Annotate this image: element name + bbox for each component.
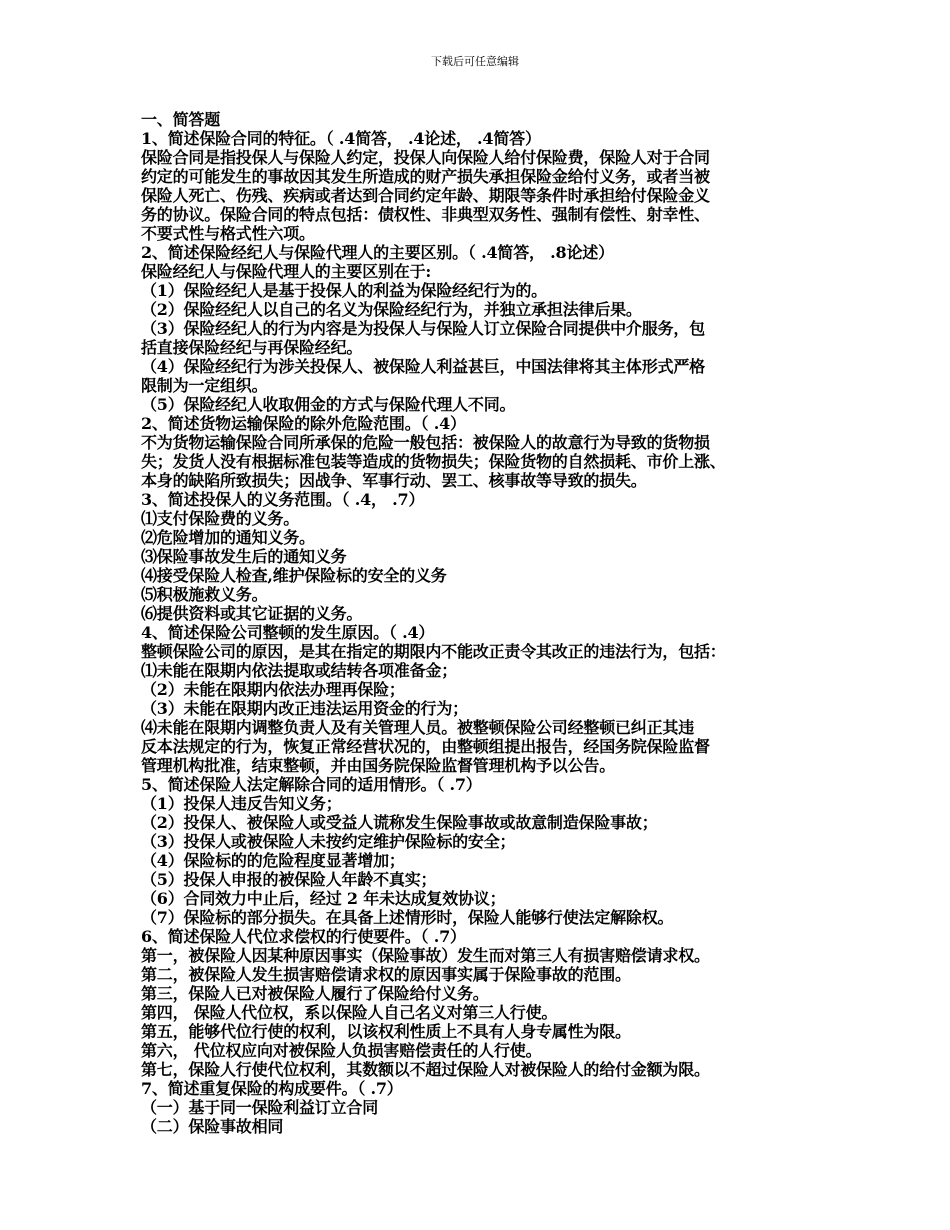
- answer-line: 限制为一定组织。: [141, 376, 268, 395]
- answer-line: 第三，保险人已对被保险人履行了保险给付义务。: [141, 984, 489, 1003]
- question-3: 3、简述投保人的义务范围。（ .4， .7）: [141, 490, 425, 509]
- answer-line: ⑶保险事故发生后的通知义务: [141, 547, 347, 566]
- answer-line: （5）保险经纪人收取佣金的方式与保险代理人不同。: [141, 395, 516, 414]
- answer-line: 不为货物运输保险合同所承保的危险一般包括：被保险人的故意行为导致的货物损: [141, 433, 710, 452]
- answer-line: （1）投保人违反告知义务；: [141, 794, 342, 813]
- answer-line: 管理机构批准，结束整顿，并由国务院保险监督管理机构予以公告。: [141, 756, 616, 775]
- answer-line: （二）保险事故相同: [141, 1117, 284, 1136]
- answer-line: 第七，保险人行使代位权利，其数额以不超过保险人对被保险人的给付金额为限。: [141, 1060, 710, 1079]
- answer-line: ⑷未能在限期内调整负责人及有关管理人员。被整顿保险公司经整顿已纠正其违: [141, 718, 695, 737]
- answer-line: （2）投保人、被保险人或受益人谎称发生保险事故或故意制造保险事故；: [141, 813, 658, 832]
- answer-line: 括直接保险经纪与再保险经纪。: [141, 338, 363, 357]
- answer-line: 务的协议。保险合同的特点包括：债权性、非典型双务性、强制有偿性、射幸性、: [141, 205, 710, 224]
- answer-line: 保险人死亡、伤残、疾病或者达到合同约定年龄、期限等条件时承担给付保险金义: [141, 186, 710, 205]
- question-1: 1、简述保险合同的特征。（ .4简答， .4论述， .4简答）: [141, 129, 541, 148]
- answer-line: （一）基于同一保险利益订立合同: [141, 1098, 379, 1117]
- answer-line: 第一，被保险人因某种原因事实（保险事故）发生而对第三人有损害赔偿请求权。: [141, 946, 710, 965]
- answer-line: （3）投保人或被保险人未按约定维护保险标的安全；: [141, 832, 516, 851]
- answer-line: 整顿保险公司的原因，是其在指定的期限内不能改正责令其改正的违法行为，包括：: [141, 642, 726, 661]
- answer-line: 保险经纪人与保险代理人的主要区别在于:: [141, 262, 432, 281]
- answer-line: 本身的缺陷所致损失；因战争、军事行动、罢工、核事故等导致的损失。: [141, 471, 647, 490]
- answer-line: 失；发货人没有根据标准包装等造成的货物损失；保险货物的自然损耗、市价上涨、: [141, 452, 726, 471]
- answer-line: 第四， 保险人代位权，系以保险人自己名义对第三人行使。: [141, 1003, 558, 1022]
- question-4: 4、简述保险公司整顿的发生原因。（ .4）: [141, 623, 435, 642]
- answer-line: ⑵危险增加的通知义务。: [141, 528, 315, 547]
- answer-line: （1）保险经纪人是基于投保人的利益为保险经纪行为的。: [141, 281, 547, 300]
- answer-line: ⑷接受保险人检查,维护保险标的安全的义务: [141, 566, 447, 585]
- answer-line: 约定的可能发生的事故因其发生所造成的财产损失承担保险金给付义务，或者当被: [141, 167, 710, 186]
- section-heading: 一、简答题: [141, 110, 221, 129]
- document-body: [141, 110, 831, 1136]
- answer-line: （3）保险经纪人的行为内容是为投保人与保险人订立保险合同提供中介服务，包: [141, 319, 705, 338]
- answer-line: （6）合同效力中止后，经过 2 年未达成复效协议；: [141, 889, 506, 908]
- answer-line: 反本法规定的行为，恢复正常经营状况的，由整顿组提出报告，经国务院保险监督: [141, 737, 710, 756]
- answer-line: （3）未能在限期内改正违法运用资金的行为；: [141, 699, 468, 718]
- question-2b: 2、简述货物运输保险的除外危险范围。（ .4）: [141, 414, 466, 433]
- answer-line: （5）投保人申报的被保险人年龄不真实；: [141, 870, 437, 889]
- answer-line: （4）保险经纪行为涉关投保人、被保险人利益甚巨，中国法律将其主体形式严格: [141, 357, 705, 376]
- question-7: 7、简述重复保险的构成要件。（ .7）: [141, 1079, 403, 1098]
- answer-line: 第五，能够代位行使的权利，以该权利性质上不具有人身专属性为限。: [141, 1022, 631, 1041]
- answer-line: ⑴未能在限期内依法提取或结转各项准备金；: [141, 661, 458, 680]
- answer-line: ⑸积极施救义务。: [141, 585, 268, 604]
- answer-line: 第六， 代位权应向对被保险人负损害赔偿责任的人行使。: [141, 1041, 542, 1060]
- page-header: 下载后可任意编辑: [431, 55, 519, 68]
- answer-line: ⑴支付保险费的义务。: [141, 509, 300, 528]
- question-2: 2、简述保险经纪人与保险代理人的主要区别。（ .4简答， .8论述）: [141, 243, 614, 262]
- answer-line: 保险合同是指投保人与保险人约定，投保人向保险人给付保险费，保险人对于合同: [141, 148, 710, 167]
- answer-line: （7）保险标的部分损失。在具备上述情形时，保险人能够行使法定解除权。: [141, 908, 674, 927]
- answer-line: （2）保险经纪人以自己的名义为保险经纪行为，并独立承担法律后果。: [141, 300, 642, 319]
- answer-line: ⑹提供资料或其它证据的义务。: [141, 604, 363, 623]
- answer-line: （2）未能在限期内依法办理再保险；: [141, 680, 405, 699]
- question-6: 6、简述保险人代位求偿权的行使要件。（ .7）: [141, 927, 466, 946]
- answer-line: 不要式性与格式性六项。: [141, 224, 315, 243]
- answer-line: 第二，被保险人发生损害赔偿请求权的原因事实属于保险事故的范围。: [141, 965, 631, 984]
- answer-line: （4）保险标的的危险程度显著增加；: [141, 851, 405, 870]
- question-5: 5、简述保险人法定解除合同的适用情形。（ .7）: [141, 775, 482, 794]
